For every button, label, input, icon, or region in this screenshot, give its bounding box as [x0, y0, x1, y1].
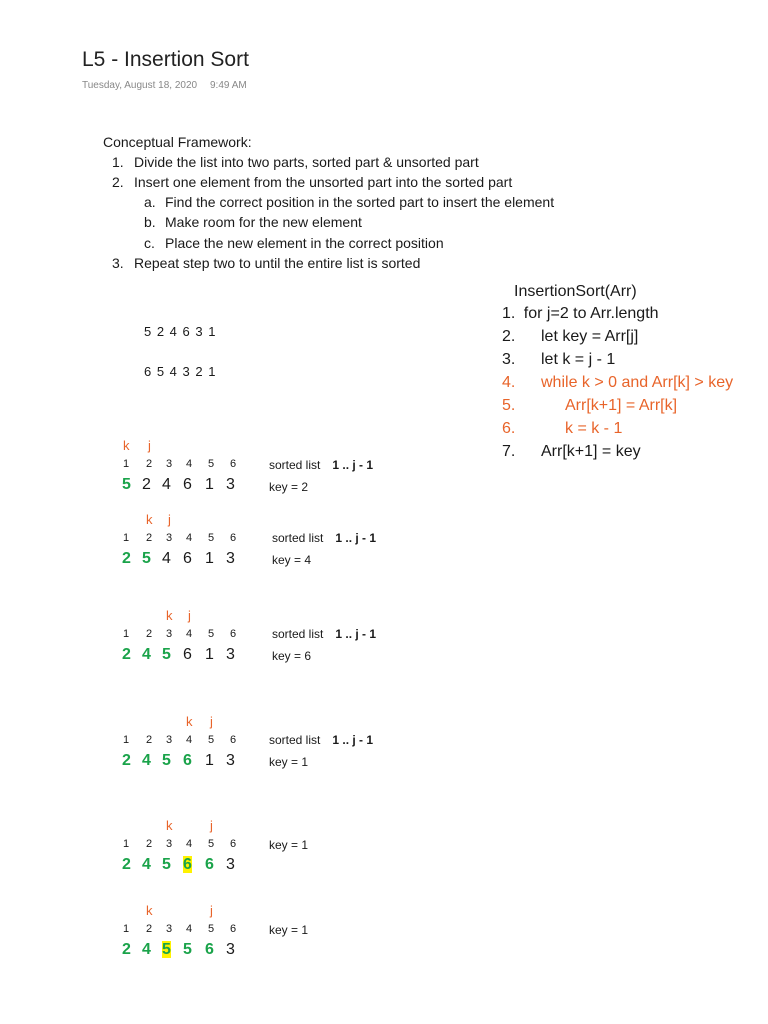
- sorted-list-label: sorted list: [272, 627, 324, 641]
- index-label: 6: [230, 458, 237, 470]
- pointer-j: j: [148, 438, 151, 453]
- index-label: 6: [230, 838, 237, 850]
- array-cell: [183, 476, 192, 494]
- index-label: 2: [146, 734, 153, 746]
- index-label: 5: [208, 923, 215, 935]
- index-label: 4: [186, 734, 193, 746]
- sorted-list-note: [272, 531, 376, 545]
- algorithm-line: [502, 443, 641, 461]
- pointer-k: k: [166, 818, 173, 833]
- key-note: key = 1: [269, 923, 309, 937]
- array-value: 3: [226, 550, 235, 567]
- framework-item-number: 2.: [112, 174, 124, 190]
- algorithm-line-text: let key = Arr[j]: [541, 328, 639, 345]
- index-label: 5: [208, 458, 215, 470]
- pointer-j: j: [210, 714, 213, 729]
- array-cell: [122, 856, 131, 874]
- array-cell: [142, 646, 151, 664]
- algorithm-line-text: for j=2 to Arr.length: [523, 305, 659, 322]
- index-label: 3: [166, 838, 173, 850]
- algorithm-line-text: let k = j - 1: [541, 351, 616, 368]
- page-title: L5 - Insertion Sort: [82, 48, 249, 71]
- index-label: 1: [123, 734, 130, 746]
- framework-subitem: [144, 235, 444, 251]
- framework-heading: Conceptual Framework:: [103, 134, 252, 150]
- framework-item-text: Divide the list into two parts, sorted part & unsorted part: [134, 154, 479, 170]
- framework-item-number: c.: [144, 235, 155, 251]
- array-value: 5: [162, 856, 171, 873]
- pointer-j: j: [210, 818, 213, 833]
- framework-item-number: 1.: [112, 154, 124, 170]
- array-value: 5: [122, 476, 131, 493]
- array-cell: [162, 856, 171, 874]
- example-sequence: 5 2 4 6 3 1: [144, 324, 217, 339]
- algorithm-line: [502, 374, 734, 392]
- algorithm-line: [502, 305, 659, 323]
- index-label: 4: [186, 628, 193, 640]
- array-value: 2: [122, 550, 131, 567]
- array-value: 5: [162, 752, 171, 769]
- algorithm-line-text: while k > 0 and Arr[k] > key: [541, 374, 734, 391]
- page-time: 9:49 AM: [210, 80, 247, 91]
- index-label: 3: [166, 628, 173, 640]
- index-label: 1: [123, 458, 130, 470]
- array-cell: [162, 550, 171, 568]
- array-cell: [162, 476, 171, 494]
- sorted-list-label: sorted list: [269, 733, 321, 747]
- algorithm-line: [502, 351, 616, 369]
- array-value: 2: [122, 941, 131, 958]
- index-label: 6: [230, 923, 237, 935]
- array-cell: [183, 646, 192, 664]
- array-value: 3: [226, 941, 235, 958]
- index-label: 2: [146, 923, 153, 935]
- pointer-k: k: [166, 608, 173, 623]
- index-label: 1: [123, 923, 130, 935]
- algorithm-line-number: 5.: [502, 397, 516, 414]
- index-label: 6: [230, 532, 237, 544]
- framework-subitem: [144, 214, 362, 230]
- pointer-k: k: [146, 512, 153, 527]
- array-cell: [205, 941, 214, 959]
- framework-item-number: a.: [144, 194, 156, 210]
- array-value: 2: [122, 752, 131, 769]
- index-label: 3: [166, 923, 173, 935]
- array-cell: [226, 646, 235, 664]
- index-label: 1: [123, 838, 130, 850]
- array-cell: [122, 941, 131, 959]
- index-label: 2: [146, 458, 153, 470]
- index-label: 4: [186, 923, 193, 935]
- array-cell: [183, 752, 192, 770]
- index-label: 1: [123, 628, 130, 640]
- array-cell: [162, 646, 171, 664]
- algorithm-line: [502, 328, 639, 346]
- array-cell: [183, 856, 192, 874]
- framework-item-number: b.: [144, 214, 156, 230]
- array-cell: [142, 550, 151, 568]
- array-value: 1: [205, 752, 214, 769]
- array-value: 6: [183, 550, 192, 567]
- sorted-range-label: 1 .. j - 1: [332, 733, 374, 747]
- array-value: 1: [205, 550, 214, 567]
- array-cell: [122, 646, 131, 664]
- sorted-range-label: 1 .. j - 1: [335, 627, 377, 641]
- algorithm-line-text: Arr[k+1] = key: [541, 443, 641, 460]
- index-label: 3: [166, 532, 173, 544]
- array-value: 3: [226, 646, 235, 663]
- index-label: 2: [146, 532, 153, 544]
- array-value: 2: [142, 476, 151, 493]
- index-label: 2: [146, 838, 153, 850]
- array-value: 4: [142, 752, 151, 769]
- array-cell: [205, 646, 214, 664]
- array-value: 2: [122, 856, 131, 873]
- array-cell: [122, 476, 131, 494]
- algorithm-line-number: 4.: [502, 374, 516, 391]
- framework-item: [112, 174, 512, 190]
- framework-item-text: Find the correct position in the sorted part to insert the element: [165, 194, 555, 210]
- sorted-list-label: sorted list: [272, 531, 324, 545]
- array-value: 2: [122, 646, 131, 663]
- algorithm-line: [502, 397, 678, 415]
- index-label: 3: [166, 458, 173, 470]
- page-date: Tuesday, August 18, 2020: [82, 80, 198, 91]
- sorted-list-note: [269, 733, 373, 747]
- algorithm-line-number: 3.: [502, 351, 516, 368]
- pointer-k: k: [186, 714, 193, 729]
- array-cell: [205, 476, 214, 494]
- array-cell: [122, 752, 131, 770]
- array-cell: [226, 752, 235, 770]
- array-value: 1: [205, 646, 214, 663]
- index-label: 4: [186, 532, 193, 544]
- index-label: 5: [208, 628, 215, 640]
- algorithm-line-number: 6.: [502, 420, 516, 437]
- array-value: 6: [183, 476, 192, 493]
- array-cell: [226, 856, 235, 874]
- array-cell: [142, 941, 151, 959]
- array-cell: [142, 476, 151, 494]
- array-value: 1: [205, 476, 214, 493]
- framework-item: [112, 154, 479, 170]
- array-cell: [226, 941, 235, 959]
- key-note: key = 2: [269, 480, 309, 494]
- array-cell: [226, 550, 235, 568]
- array-cell: [183, 941, 192, 959]
- array-cell: [205, 550, 214, 568]
- algorithm-title: InsertionSort(Arr): [514, 283, 637, 300]
- example-sequence: 6 5 4 3 2 1: [144, 364, 217, 379]
- framework-item-text: Repeat step two to until the entire list is sorted: [134, 255, 421, 271]
- pointer-k: k: [123, 438, 130, 453]
- framework-item: [112, 255, 420, 271]
- framework-item-text: Make room for the new element: [165, 214, 362, 230]
- algorithm-line: [502, 420, 623, 438]
- sorted-list-note: [272, 627, 376, 641]
- key-note: key = 4: [272, 553, 312, 567]
- sorted-list-label: sorted list: [269, 458, 321, 472]
- index-label: 5: [208, 838, 215, 850]
- array-value: 6: [205, 941, 214, 958]
- framework-item-text: Place the new element in the correct position: [165, 235, 444, 251]
- algorithm-line-number: 1.: [502, 305, 516, 322]
- array-cell: [205, 856, 214, 874]
- pointer-j: j: [188, 608, 191, 623]
- array-value: 6: [183, 646, 192, 663]
- array-cell: [142, 752, 151, 770]
- sorted-range-label: 1 .. j - 1: [332, 458, 374, 472]
- key-note: key = 1: [269, 838, 309, 852]
- index-label: 1: [123, 532, 130, 544]
- index-label: 5: [208, 532, 215, 544]
- array-value: 5: [162, 646, 171, 663]
- pointer-j: j: [210, 903, 213, 918]
- index-label: 3: [166, 734, 173, 746]
- index-label: 2: [146, 628, 153, 640]
- index-label: 6: [230, 734, 237, 746]
- index-label: 6: [230, 628, 237, 640]
- array-value: 6: [205, 856, 214, 873]
- index-label: 5: [208, 734, 215, 746]
- pointer-j: j: [168, 512, 171, 527]
- sorted-list-note: [269, 458, 373, 472]
- algorithm-line-number: 2.: [502, 328, 516, 345]
- array-value: 5: [162, 941, 171, 958]
- array-value: 5: [142, 550, 151, 567]
- array-value: 4: [162, 550, 171, 567]
- array-value: 4: [142, 941, 151, 958]
- array-value: 4: [162, 476, 171, 493]
- array-cell: [142, 856, 151, 874]
- array-cell: [122, 550, 131, 568]
- array-value: 6: [183, 856, 192, 873]
- array-value: 4: [142, 646, 151, 663]
- framework-item-number: 3.: [112, 255, 124, 271]
- array-cell: [226, 476, 235, 494]
- array-value: 3: [226, 476, 235, 493]
- array-cell: [183, 550, 192, 568]
- index-label: 4: [186, 458, 193, 470]
- array-value: 6: [183, 752, 192, 769]
- array-cell: [162, 941, 171, 959]
- framework-subitem: [144, 194, 554, 210]
- framework-item-text: Insert one element from the unsorted part into the sorted part: [134, 174, 513, 190]
- pointer-k: k: [146, 903, 153, 918]
- array-value: 3: [226, 856, 235, 873]
- index-label: 4: [186, 838, 193, 850]
- algorithm-line-number: 7.: [502, 443, 516, 460]
- array-cell: [205, 752, 214, 770]
- array-cell: [162, 752, 171, 770]
- algorithm-line-text: Arr[k+1] = Arr[k]: [565, 397, 678, 414]
- key-note: key = 1: [269, 755, 309, 769]
- array-value: 3: [226, 752, 235, 769]
- array-value: 4: [142, 856, 151, 873]
- sorted-range-label: 1 .. j - 1: [335, 531, 377, 545]
- key-note: key = 6: [272, 649, 312, 663]
- array-value: 5: [183, 941, 192, 958]
- algorithm-line-text: k = k - 1: [565, 420, 623, 437]
